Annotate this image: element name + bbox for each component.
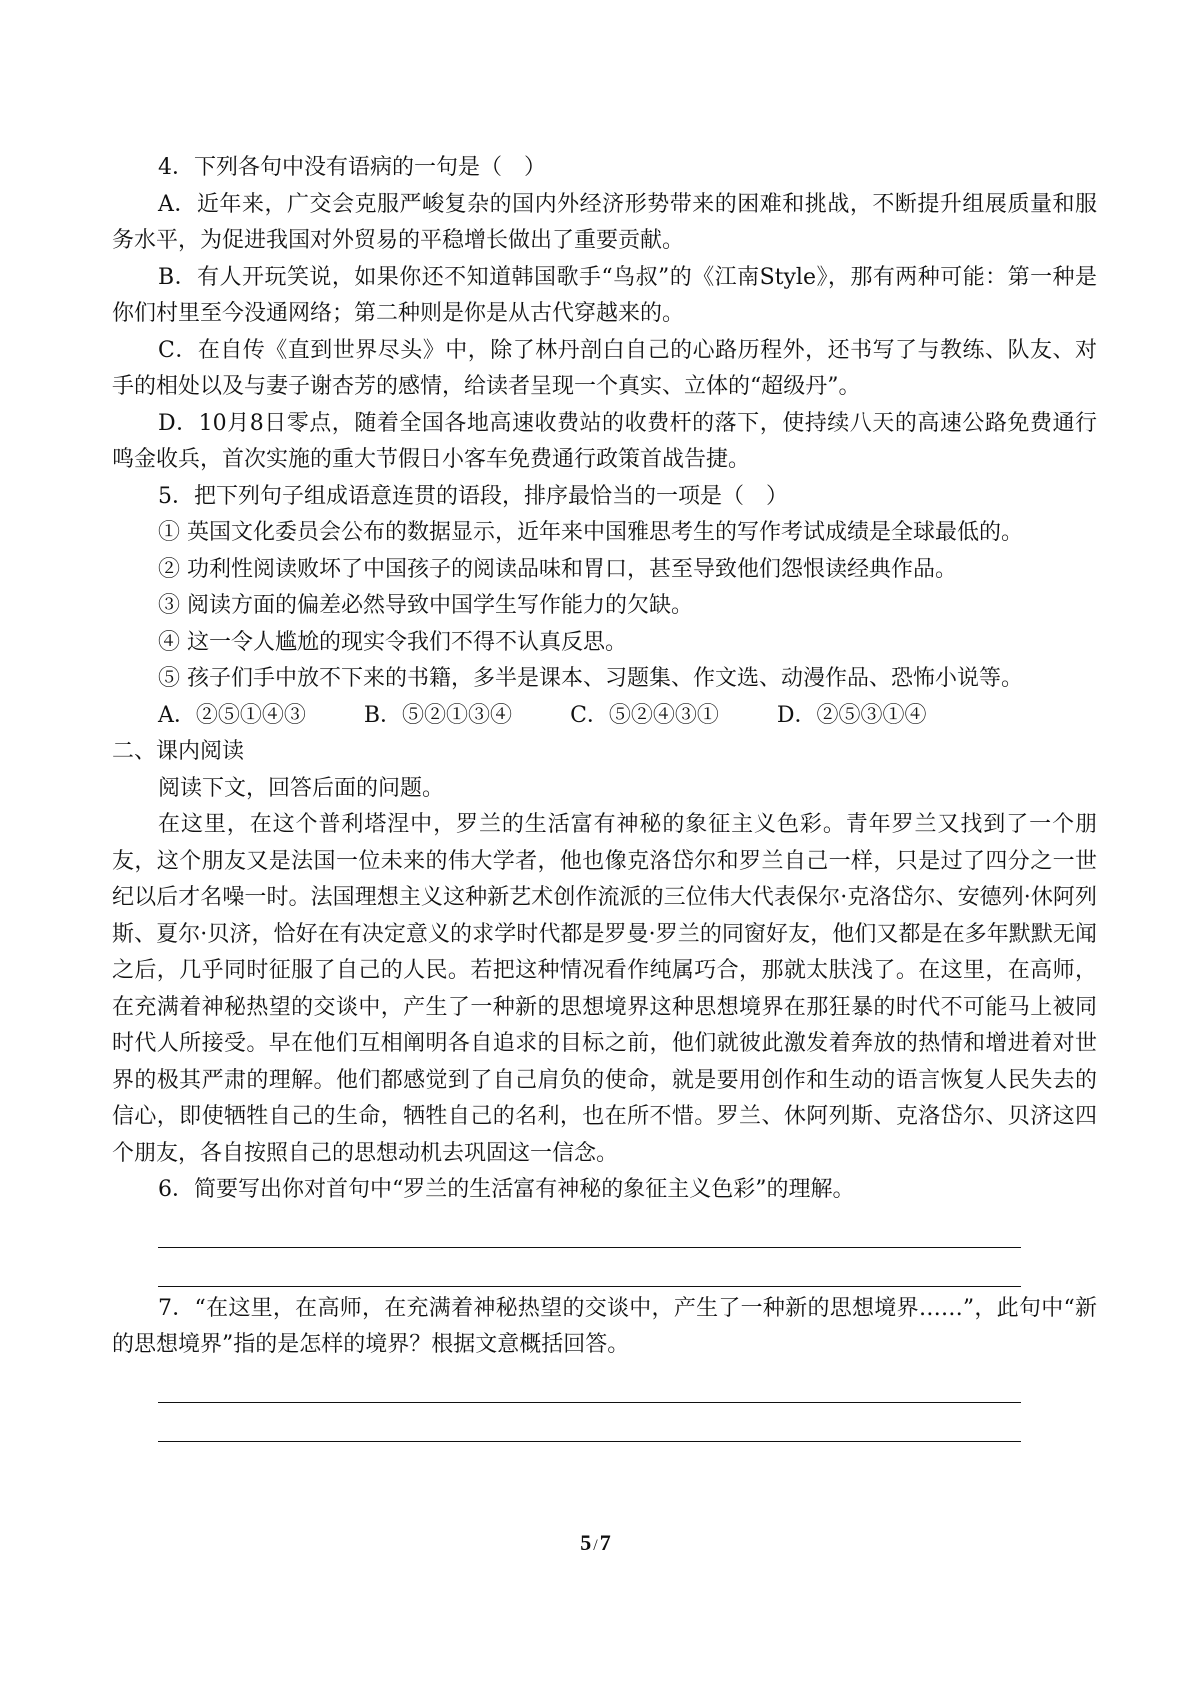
question-5-choices [112, 698, 1097, 735]
question-4-option-c: C．在自传《直到世界尽头》中，除了林丹剖白自己的心路历程外，还书写了与教练、队友、对手的相处以及与妻子谢杏芳的感情，给读者呈现一个真实、立体的“超级丹”。 [112, 337, 1097, 399]
current-page: 5 [580, 1530, 592, 1555]
question-4-option-d: D．10月8日零点，随着全国各地高速收费站的收费杆的落下，使持续八天的高速公路免费通行鸣金收兵，首次实施的重大节假日小客车免费通行政策首战告捷。 [112, 410, 1097, 472]
reading-passage: 在这里，在这个普利塔涅中，罗兰的生活富有神秘的象征主义色彩。青年罗兰又找到了一个朋友，这个朋友又是法国一位未来的伟大学者，他也像克洛岱尔和罗兰自己一样，只是过了四分之一世纪以后才名噪一时。法国理想主义这种新艺术创作流派的三位伟大代表保尔·克洛岱尔、安德列·休阿列斯、夏尔·贝济，恰好在有决定意义的求学时代都是罗曼·罗兰的同窗好友，他们又都是在多年默默无闻之后，几乎同时征服了自己的人民。若把这种情况看作纯属巧合，那就太肤浅了。在这里，在高师，在充满着神秘热望的交谈中，产生了一种新的思想境界这种思想境界在那狂暴的时代不可能马上被同时代人所接受。早在他们互相阐明各自追求的目标之前，他们就彼此激发着奔放的热情和增进着对世界的极其严肃的理解。他们都感觉到了自己肩负的使命，就是要用创作和生动的语言恢复人民失去的信心，即使牺牲自己的生命，牺牲自己的名利，也在所不惜。罗兰、休阿列斯、克洛岱尔、贝济这四个朋友，各自按照自己的思想动机去巩固这一信念。 [112, 812, 1097, 1166]
section-2-heading: 二、课内阅读 [112, 739, 245, 764]
question-5-sentence-4: ④ 这一令人尴尬的现实令我们不得不认真反思。 [158, 629, 627, 655]
question-5-choice-d: D．②⑤③①④ [776, 702, 927, 728]
question-5-choice-b: B．⑤②①③④ [363, 702, 513, 728]
question-5-sentence-1: ① 英国文化委员会公布的数据显示，近年来中国雅思考生的写作考试成绩是全球最低的。 [158, 520, 1023, 545]
question-4-stem: 4．下列各句中没有语病的一句是（ ） [158, 155, 546, 180]
question-6-answer-line-2[interactable] [158, 1248, 1021, 1287]
question-5-stem: 5．把下列句子组成语意连贯的语段，排序最恰当的一项是（ ） [158, 483, 788, 509]
question-7-stem: 7．“在这里，在高师，在充满着神秘热望的交谈中，产生了一种新的思想境界……”，此句中“新的思想境界”指的是怎样的境界？根据文意概括回答。 [112, 1295, 1097, 1357]
question-4-option-b: B．有人开玩笑说，如果你还不知道韩国歌手“鸟叔”的《江南Style》，那有两种可能：第一种是你们村里至今没通网络；第二种则是你是从古代穿越来的。 [112, 264, 1097, 326]
question-7-answer-line-1[interactable] [158, 1364, 1021, 1403]
question-5-sentence-5: ⑤ 孩子们手中放不下来的书籍，多半是课本、习题集、作文选、动漫作品、恐怖小说等。 [158, 666, 1023, 691]
question-7-answer-line-2[interactable] [158, 1403, 1021, 1442]
question-5-choice-a: A．②⑤①④③ [158, 702, 306, 728]
page-separator: / [593, 1537, 598, 1554]
question-5-choice-c: C．⑤②④③① [570, 702, 719, 728]
total-pages: 7 [599, 1530, 611, 1555]
question-6-stem: 6．简要写出你对首句中“罗兰的生活富有神秘的象征主义色彩”的理解。 [158, 1177, 855, 1202]
question-5-sentence-2: ② 功利性阅读败坏了中国孩子的阅读品味和胃口，甚至导致他们怨恨读经典作品。 [158, 556, 957, 582]
reading-instruction: 阅读下文，回答后面的问题。 [158, 775, 445, 801]
question-4-option-a: A．近年来，广交会克服严峻复杂的国内外经济形势带来的困难和挑战，不断提升组展质量和服务水平，为促进我国对外贸易的平稳增长做出了重要贡献。 [112, 191, 1097, 253]
question-6-answer-line-1[interactable] [158, 1209, 1021, 1248]
page-number [0, 1530, 1191, 1556]
page-content [112, 150, 1097, 1442]
question-5-sentence-3: ③ 阅读方面的偏差必然导致中国学生写作能力的欠缺。 [158, 593, 693, 618]
